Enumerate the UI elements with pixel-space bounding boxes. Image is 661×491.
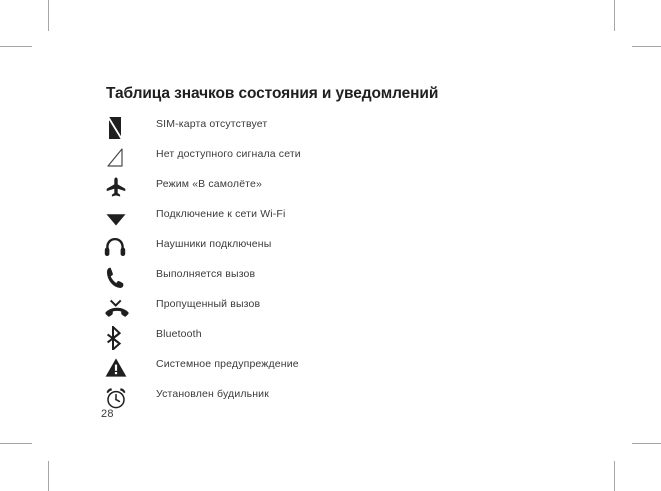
wifi-connected-icon: [104, 205, 134, 231]
sim-card-missing-icon: [104, 115, 134, 141]
system-warning-icon: [104, 355, 134, 381]
table-row: [104, 325, 524, 355]
row-label: Выполняется вызов: [156, 268, 256, 280]
airplane-mode-icon: [104, 175, 134, 201]
table-row: [104, 295, 524, 325]
table-row: [104, 175, 524, 205]
table-row: [104, 265, 524, 295]
table-row: [104, 205, 524, 235]
missed-call-icon: [104, 295, 134, 321]
row-label: Пропущенный вызов: [156, 298, 261, 310]
no-network-signal-icon: [104, 145, 134, 171]
table-row: [104, 145, 524, 175]
table-row: [104, 235, 524, 265]
page-number: 28: [101, 408, 114, 420]
table-row: [104, 115, 524, 145]
row-label: Bluetooth: [156, 328, 202, 340]
row-label: Подключение к сети Wi-Fi: [156, 208, 286, 220]
row-label: Установлен будильник: [156, 388, 269, 400]
row-label: Системное предупреждение: [156, 358, 299, 370]
row-label: Нет доступного сигнала сети: [156, 148, 301, 160]
row-label: Режим «В самолёте»: [156, 178, 263, 190]
page-title: Таблица значков состояния и уведомлений: [106, 85, 439, 102]
row-label: SIM-карта отсутствует: [156, 118, 268, 130]
active-call-icon: [104, 265, 134, 291]
bluetooth-icon: [104, 325, 134, 351]
row-label: Наушники подключены: [156, 238, 272, 250]
table-row: [104, 355, 524, 385]
headphones-icon: [104, 235, 134, 261]
status-icon-table: [104, 115, 524, 415]
table-row: [104, 385, 524, 415]
